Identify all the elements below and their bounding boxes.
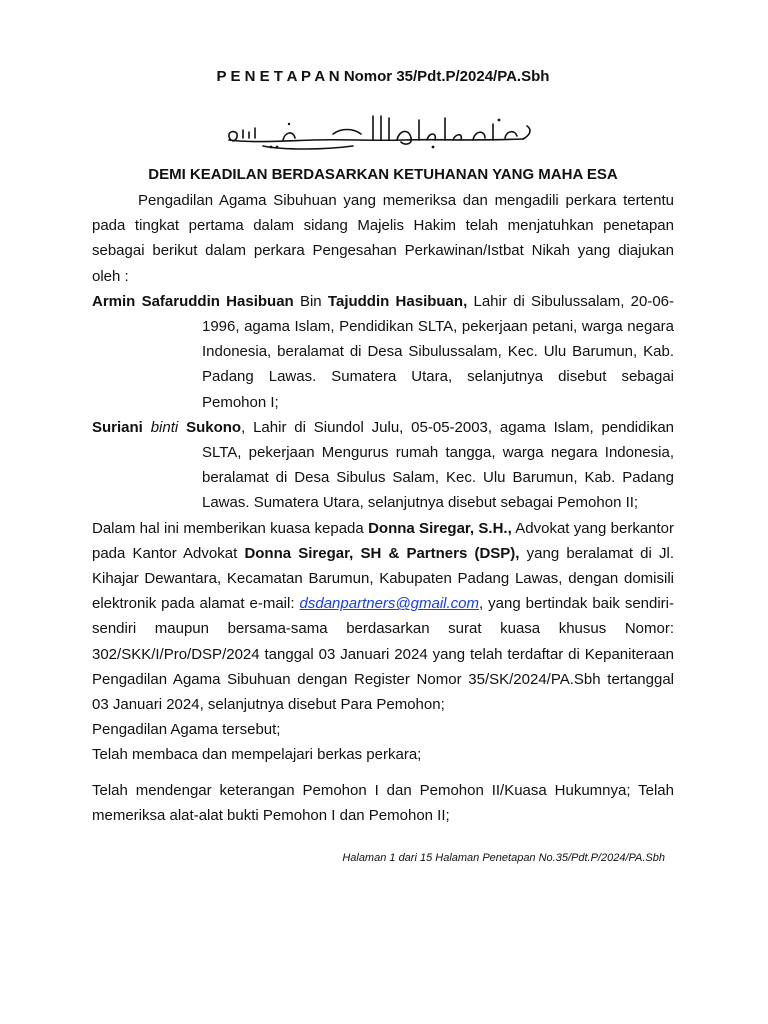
party-1-details: Lahir di Sibulussalam, 20-06-1996, agama Islam, Pendidikan SLTA, pekerjaan petani, warga negara Indonesia, beralamat di Desa Sibulussalam, Kec. Ulu Barumun, Kab. Padang Lawas. Sumatera Utara, selanjutnya disebut sebagai Pemohon I; bbox=[202, 292, 675, 411]
line-membaca: Telah membaca dan mempelajari berkas perkara; bbox=[92, 746, 422, 764]
party-2-binti: binti bbox=[150, 418, 179, 436]
party-2-name: Suriani bbox=[92, 418, 143, 436]
title-number: Nomor 35/Pdt.P/2024/PA.Sbh bbox=[343, 68, 550, 85]
section-heading: DEMI KEADILAN BERDASARKAN KETUHANAN YANG MAHA ESA bbox=[148, 166, 618, 183]
document-title bbox=[92, 68, 674, 85]
document-body bbox=[92, 188, 674, 828]
email-link[interactable]: dsdanpartners@gmail.com bbox=[299, 595, 479, 613]
party-1-father: Tajuddin Hasibuan, bbox=[327, 292, 468, 310]
kuasa-paragraph bbox=[92, 516, 674, 718]
party-1-paragraph bbox=[92, 289, 674, 415]
basmalah-calligraphy-icon bbox=[223, 110, 543, 152]
line-court: Pengadilan Agama tersebut; bbox=[92, 721, 281, 739]
kuasa-text-4: , yang bertindak baik sendiri-sendiri maupun bersama-sama berdasarkan surat kuasa khusus Nomor: 302/SKK/I/Pro/DSP/2024 tanggal 03 Januari 2024 yang telah terdaftar di Kepaniteraan Pengadilan Agama Sibuhuan dengan Register Nomor 35/SK/2024/PA.Sbh tertanggal 03 Januari 2024, selanjutnya disebut Para Pemohon; bbox=[92, 595, 674, 714]
kuasa-text-3: yang beralamat di Jl. Kihajar Dewantara, Kecamatan Barumun, Kabupaten Padang Lawas, dengan domisili elektronik pada alamat e-mail: bbox=[92, 544, 675, 613]
party-1-bin: Bin bbox=[299, 292, 322, 310]
title-spaced: P E N E T A P A N bbox=[216, 68, 340, 85]
party-2-paragraph bbox=[92, 415, 674, 516]
kuasa-text-2: Advokat yang berkantor pada Kantor Advokat bbox=[92, 519, 675, 562]
lawyer-name: Donna Siregar, S.H., bbox=[368, 519, 512, 537]
law-firm-name: Donna Siregar, SH & Partners (DSP), bbox=[244, 544, 520, 562]
intro-paragraph: Pengadilan Agama Sibuhuan yang memeriksa dan mengadili perkara tertentu pada tingkat pertama dalam sidang Majelis Hakim telah menjatuhkan penetapan sebagai berikut dalam perkara Pengesahan Perkawinan/Istbat Nikah yang diajukan oleh : bbox=[92, 192, 674, 285]
party-2-details: , Lahir di Siundol Julu, 05-05-2003, agama Islam, pendidikan SLTA, pekerjaan Mengurus rumah tangga, warga negara Indonesia, beralamat di Desa Sibulus Salam, Kec. Ulu Barumun, Kab. Padang Lawas. Sumatera Utara, selanjutnya disebut sebagai Pemohon II; bbox=[202, 418, 675, 512]
page-footer: Halaman 1 dari 15 Halaman Penetapan No.35/Pdt.P/2024/PA.Sbh bbox=[342, 852, 665, 864]
kuasa-text-1: Dalam hal ini memberikan kuasa kepada bbox=[92, 519, 364, 537]
line-mendengar: Telah mendengar keterangan Pemohon I dan Pemohon II/Kuasa Hukumnya; Telah memeriksa alat-alat bukti Pemohon I dan Pemohon II; bbox=[92, 781, 674, 824]
party-1-name: Armin Safaruddin Hasibuan bbox=[92, 292, 294, 310]
party-2-father: Sukono bbox=[186, 418, 242, 436]
